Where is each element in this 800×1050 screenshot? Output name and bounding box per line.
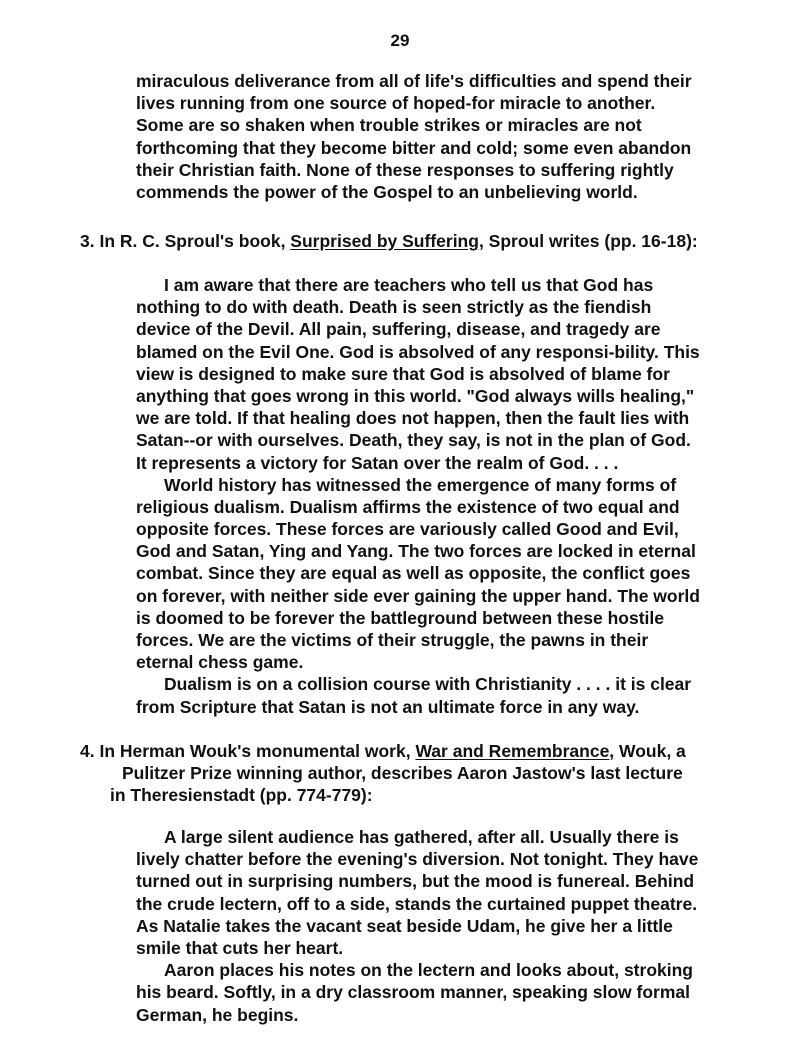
text-line: blamed on the Evil One. God is absolved of any responsi-bility. This	[136, 341, 700, 362]
text-line: God and Satan, Ying and Yang. The two forces are locked in eternal	[136, 541, 696, 562]
text-line: in Theresienstadt (pp. 774-779):	[110, 785, 373, 806]
text-line: combat. Since they are equal as well as opposite, the conflict goes	[136, 563, 691, 584]
text-line: German, he begins.	[136, 1004, 299, 1025]
text-line: nothing to do with death. Death is seen strictly as the fiendish	[136, 297, 652, 318]
text-line: lives running from one source of hoped-for miracle to another.	[136, 93, 656, 114]
text-line: World history has witnessed the emergence of many forms of	[164, 474, 677, 495]
text-line: I am aware that there are teachers who tell us that God has	[164, 275, 654, 295]
list-item-3	[80, 230, 698, 252]
text-line	[80, 740, 686, 762]
text-line: on forever, with neither side ever gaining the upper hand. The world	[136, 585, 700, 606]
text-line: miraculous deliverance from all of life's difficulties and spend their	[136, 71, 692, 91]
text-line: view is designed to make sure that God is absolved of blame for	[136, 363, 670, 384]
text-line: device of the Devil. All pain, suffering, disease, and tragedy are	[136, 319, 661, 340]
text-line: from Scripture that Satan is not an ultimate force in any way.	[136, 696, 640, 717]
item3-suffix: , Sproul writes (pp. 16-18):	[478, 231, 698, 251]
text-line: we are told. If that healing does not happen, then the fault lies with	[136, 408, 690, 429]
text-line: eternal chess game.	[136, 652, 304, 673]
book-title-surprised-by-suffering: Surprised by Suffering	[290, 231, 479, 251]
text-line: opposite forces. These forces are variously called Good and Evil,	[136, 519, 679, 540]
text-line: his beard. Softly, in a dry classroom manner, speaking slow formal	[136, 982, 691, 1003]
text-line: anything that goes wrong in this world. "God always wills healing,"	[136, 385, 695, 406]
text-line: smile that cuts her heart.	[136, 937, 344, 958]
text-line: Aaron places his notes on the lectern and looks about, stroking	[164, 960, 693, 981]
text-line: forthcoming that they become bitter and cold; some even abandon	[136, 137, 692, 158]
text-line: is doomed to be forever the battleground between these hostile	[136, 607, 664, 628]
text-line: their Christian faith. None of these responses to suffering rightly	[136, 159, 674, 180]
item4-suffix: , Wouk, a	[609, 741, 686, 761]
text-line: Dualism is on a collision course with Christianity . . . . it is clear	[164, 674, 692, 695]
text-line: A large silent audience has gathered, after all. Usually there is	[164, 827, 679, 847]
list-item-4	[80, 740, 686, 807]
text-line	[80, 230, 698, 252]
page-number: 29	[390, 31, 410, 50]
text-line: Some are so shaken when trouble strikes or miracles are not	[136, 115, 642, 136]
text-line: lively chatter before the evening's diversion. Not tonight. They have	[136, 849, 699, 870]
wouk-quotation	[136, 826, 698, 1026]
book-title-war-and-remembrance: War and Remembrance	[415, 741, 610, 761]
text-line: turned out in surprising numbers, but the mood is funereal. Behind	[136, 871, 695, 892]
item4-prefix: 4. In Herman Wouk's monumental work,	[80, 741, 416, 761]
text-line: commends the power of the Gospel to an unbelieving world.	[136, 181, 638, 202]
item3-prefix: 3. In R. C. Sproul's book,	[80, 231, 291, 251]
sproul-quotation	[136, 274, 700, 718]
text-line: Pulitzer Prize winning author, describes Aaron Jastow's last lecture	[122, 763, 683, 784]
text-line: the crude lectern, off to a side, stands the curtained puppet theatre.	[136, 893, 698, 914]
text-line: Satan--or with ourselves. Death, they say, is not in the plan of God.	[136, 430, 691, 451]
intro-paragraph	[136, 70, 692, 203]
text-line: As Natalie takes the vacant seat beside Udam, he give her a little	[136, 915, 673, 936]
text-line: religious dualism. Dualism affirms the existence of two equal and	[136, 496, 680, 517]
text-line: It represents a victory for Satan over the realm of God. . . .	[136, 452, 619, 473]
text-line: forces. We are the victims of their struggle, the pawns in their	[136, 630, 649, 650]
